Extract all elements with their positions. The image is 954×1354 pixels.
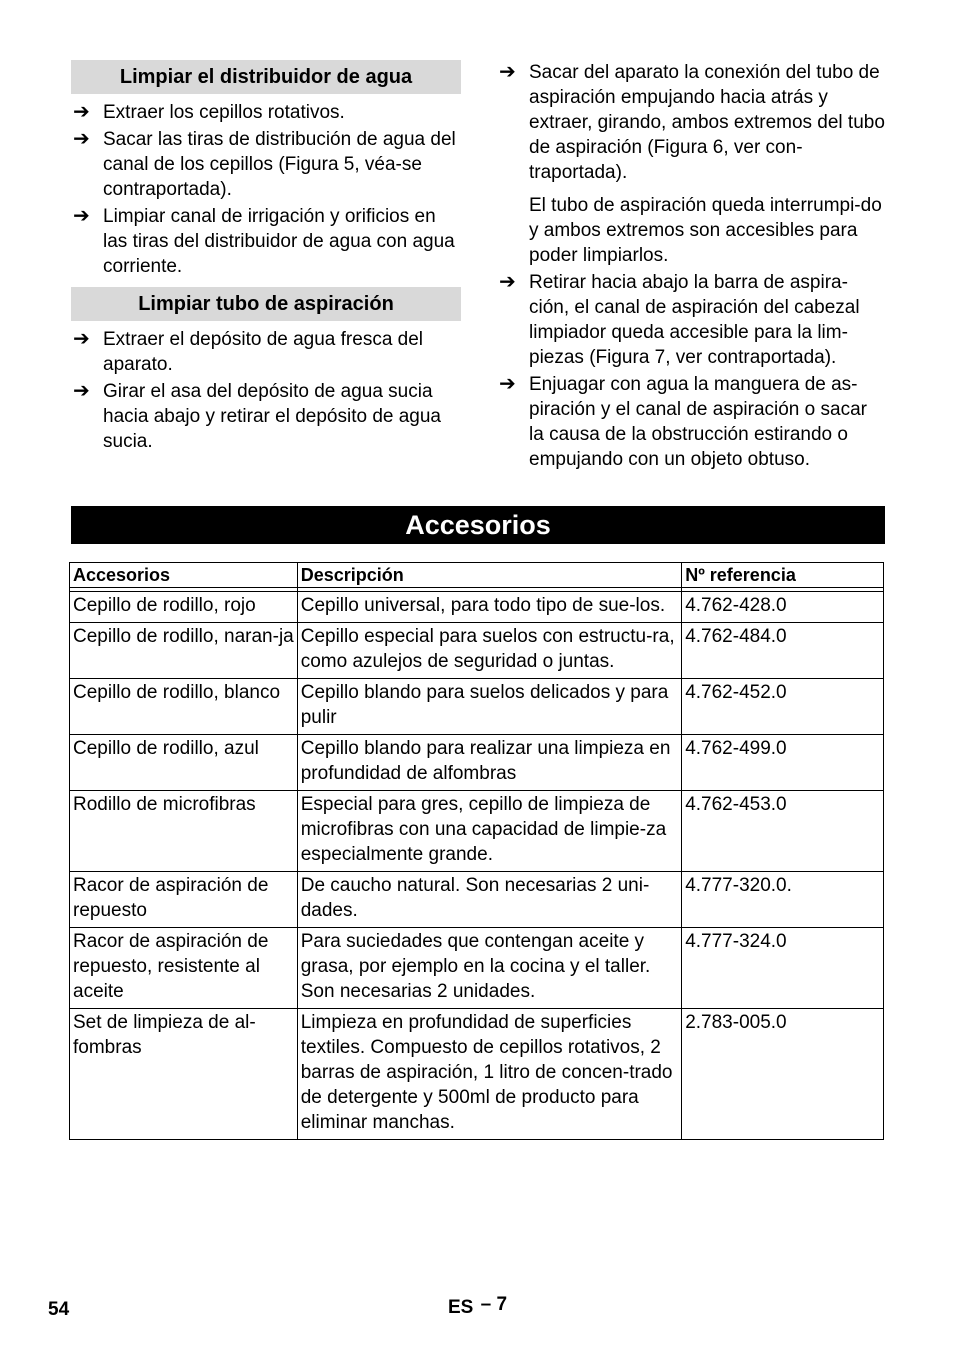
- cell-reference: 4.762-452.0: [682, 679, 884, 735]
- section-heading-suction-tube: Limpiar tubo de aspiración: [71, 287, 461, 321]
- cell-accessory: Cepillo de rodillo, naran-ja: [70, 623, 298, 679]
- arrow-right-icon: ➔: [73, 128, 90, 150]
- suction-tube-steps: [71, 327, 461, 454]
- cell-accessory: Cepillo de rodillo, azul: [70, 735, 298, 791]
- arrow-right-icon: ➔: [73, 328, 90, 350]
- language-code: ES: [448, 1297, 474, 1318]
- step-item: ➔ Retirar hacia abajo la barra de aspira-ción, el canal de aspiración del cabezal limpiador queda accesible para la lim-piezas (Figura 7, ver contraportada).: [499, 271, 860, 368]
- table-row: [70, 623, 884, 679]
- table-row: [70, 1009, 884, 1140]
- arrow-right-icon: ➔: [499, 61, 516, 83]
- cell-description: Limpieza en profundidad de superficies textiles. Compuesto de cepillos rotativos, 2 barras de aspiración, 1 litro de concen-trado de detergente y 500ml de producto para eliminar manchas.: [297, 1009, 681, 1140]
- section-page-number: – 7: [480, 1294, 508, 1315]
- table-row: [70, 679, 884, 735]
- cell-description: Cepillo blando para realizar una limpieza en profundidad de alfombras: [297, 735, 681, 791]
- page-number: 54: [48, 1299, 70, 1320]
- suction-tube-steps-continued: [497, 60, 887, 185]
- column-header-reference: Nº referencia: [682, 563, 884, 588]
- cell-reference: 4.777-324.0: [682, 928, 884, 1009]
- step-item: ➔ Sacar del aparato la conexión del tubo de aspiración empujando hacia atrás y extraer, girando, ambos extremos del tubo de aspiración (Figura 6, ver con-traportada).: [499, 61, 885, 183]
- cell-description: De caucho natural. Son necesarias 2 uni-dades.: [297, 872, 681, 928]
- cell-reference: 4.762-428.0: [682, 592, 884, 623]
- cell-reference: 4.762-499.0: [682, 735, 884, 791]
- column-header-accessory: Accesorios: [70, 563, 298, 588]
- arrow-right-icon: ➔: [499, 271, 516, 293]
- left-column: [71, 60, 461, 462]
- cell-description: Especial para gres, cepillo de limpieza de microfibras con una capacidad de limpie-za especialmente grande.: [297, 791, 681, 872]
- cell-reference: 2.783-005.0: [682, 1009, 884, 1140]
- language-section-marker: [448, 1294, 508, 1319]
- step-note: El tubo de aspiración queda interrumpi-do y ambos extremos son accesibles para poder limpiarlos.: [529, 195, 882, 266]
- step-item: ➔ Enjuagar con agua la manguera de as-piración y el canal de aspiración o sacar la causa de la obstrucción estirando o empujando con un objeto obtuso.: [499, 373, 867, 470]
- section-heading-water-distributor: Limpiar el distribuidor de agua: [71, 60, 461, 94]
- table-row: [70, 592, 884, 623]
- cell-accessory: Set de limpieza de al-fombras: [70, 1009, 298, 1140]
- table-row: [70, 928, 884, 1009]
- table-row: [70, 872, 884, 928]
- cell-description: Cepillo blando para suelos delicados y para pulir: [297, 679, 681, 735]
- cell-accessory: Cepillo de rodillo, blanco: [70, 679, 298, 735]
- accessories-title: Accesorios: [71, 506, 885, 544]
- cell-reference: 4.762-484.0: [682, 623, 884, 679]
- step-item: ➔ Girar el asa del depósito de agua sucia hacia abajo y retirar el depósito de agua sucia.: [73, 380, 442, 452]
- arrow-right-icon: ➔: [499, 373, 516, 395]
- arrow-right-icon: ➔: [73, 101, 90, 123]
- step-item: ➔ Extraer los cepillos rotativos.: [73, 101, 345, 123]
- cell-accessory: Racor de aspiración de repuesto, resistente al aceite: [70, 928, 298, 1009]
- table-header-row: [70, 563, 884, 588]
- step-item: ➔ Extraer el depósito de agua fresca del aparato.: [73, 328, 424, 375]
- right-column: [497, 60, 887, 480]
- cell-description: Cepillo universal, para todo tipo de sue-los.: [297, 592, 681, 623]
- arrow-right-icon: ➔: [73, 380, 90, 402]
- cell-description: Para suciedades que contengan aceite y grasa, por ejemplo en la cocina y el taller. Son necesarias 2 unidades.: [297, 928, 681, 1009]
- cell-accessory: Cepillo de rodillo, rojo: [70, 592, 298, 623]
- table-row: [70, 735, 884, 791]
- step-item: ➔ Limpiar canal de irrigación y orificios en las tiras del distribuidor de agua con agua corriente.: [73, 205, 455, 277]
- cell-accessory: Racor de aspiración de repuesto: [70, 872, 298, 928]
- cell-reference: 4.777-320.0.: [682, 872, 884, 928]
- table-row: [70, 791, 884, 872]
- accessories-table: [69, 562, 884, 1140]
- cell-description: Cepillo especial para suelos con estructu-ra, como azulejos de seguridad o juntas.: [297, 623, 681, 679]
- column-header-description: Descripción: [297, 563, 681, 588]
- step-item: ➔ Sacar las tiras de distribución de agua del canal de los cepillos (Figura 5, véa-se contraportada).: [73, 128, 456, 200]
- cell-reference: 4.762-453.0: [682, 791, 884, 872]
- suction-tube-steps-final: [497, 270, 887, 472]
- arrow-right-icon: ➔: [73, 205, 90, 227]
- cell-accessory: Rodillo de microfibras: [70, 791, 298, 872]
- water-distributor-steps: [71, 100, 461, 279]
